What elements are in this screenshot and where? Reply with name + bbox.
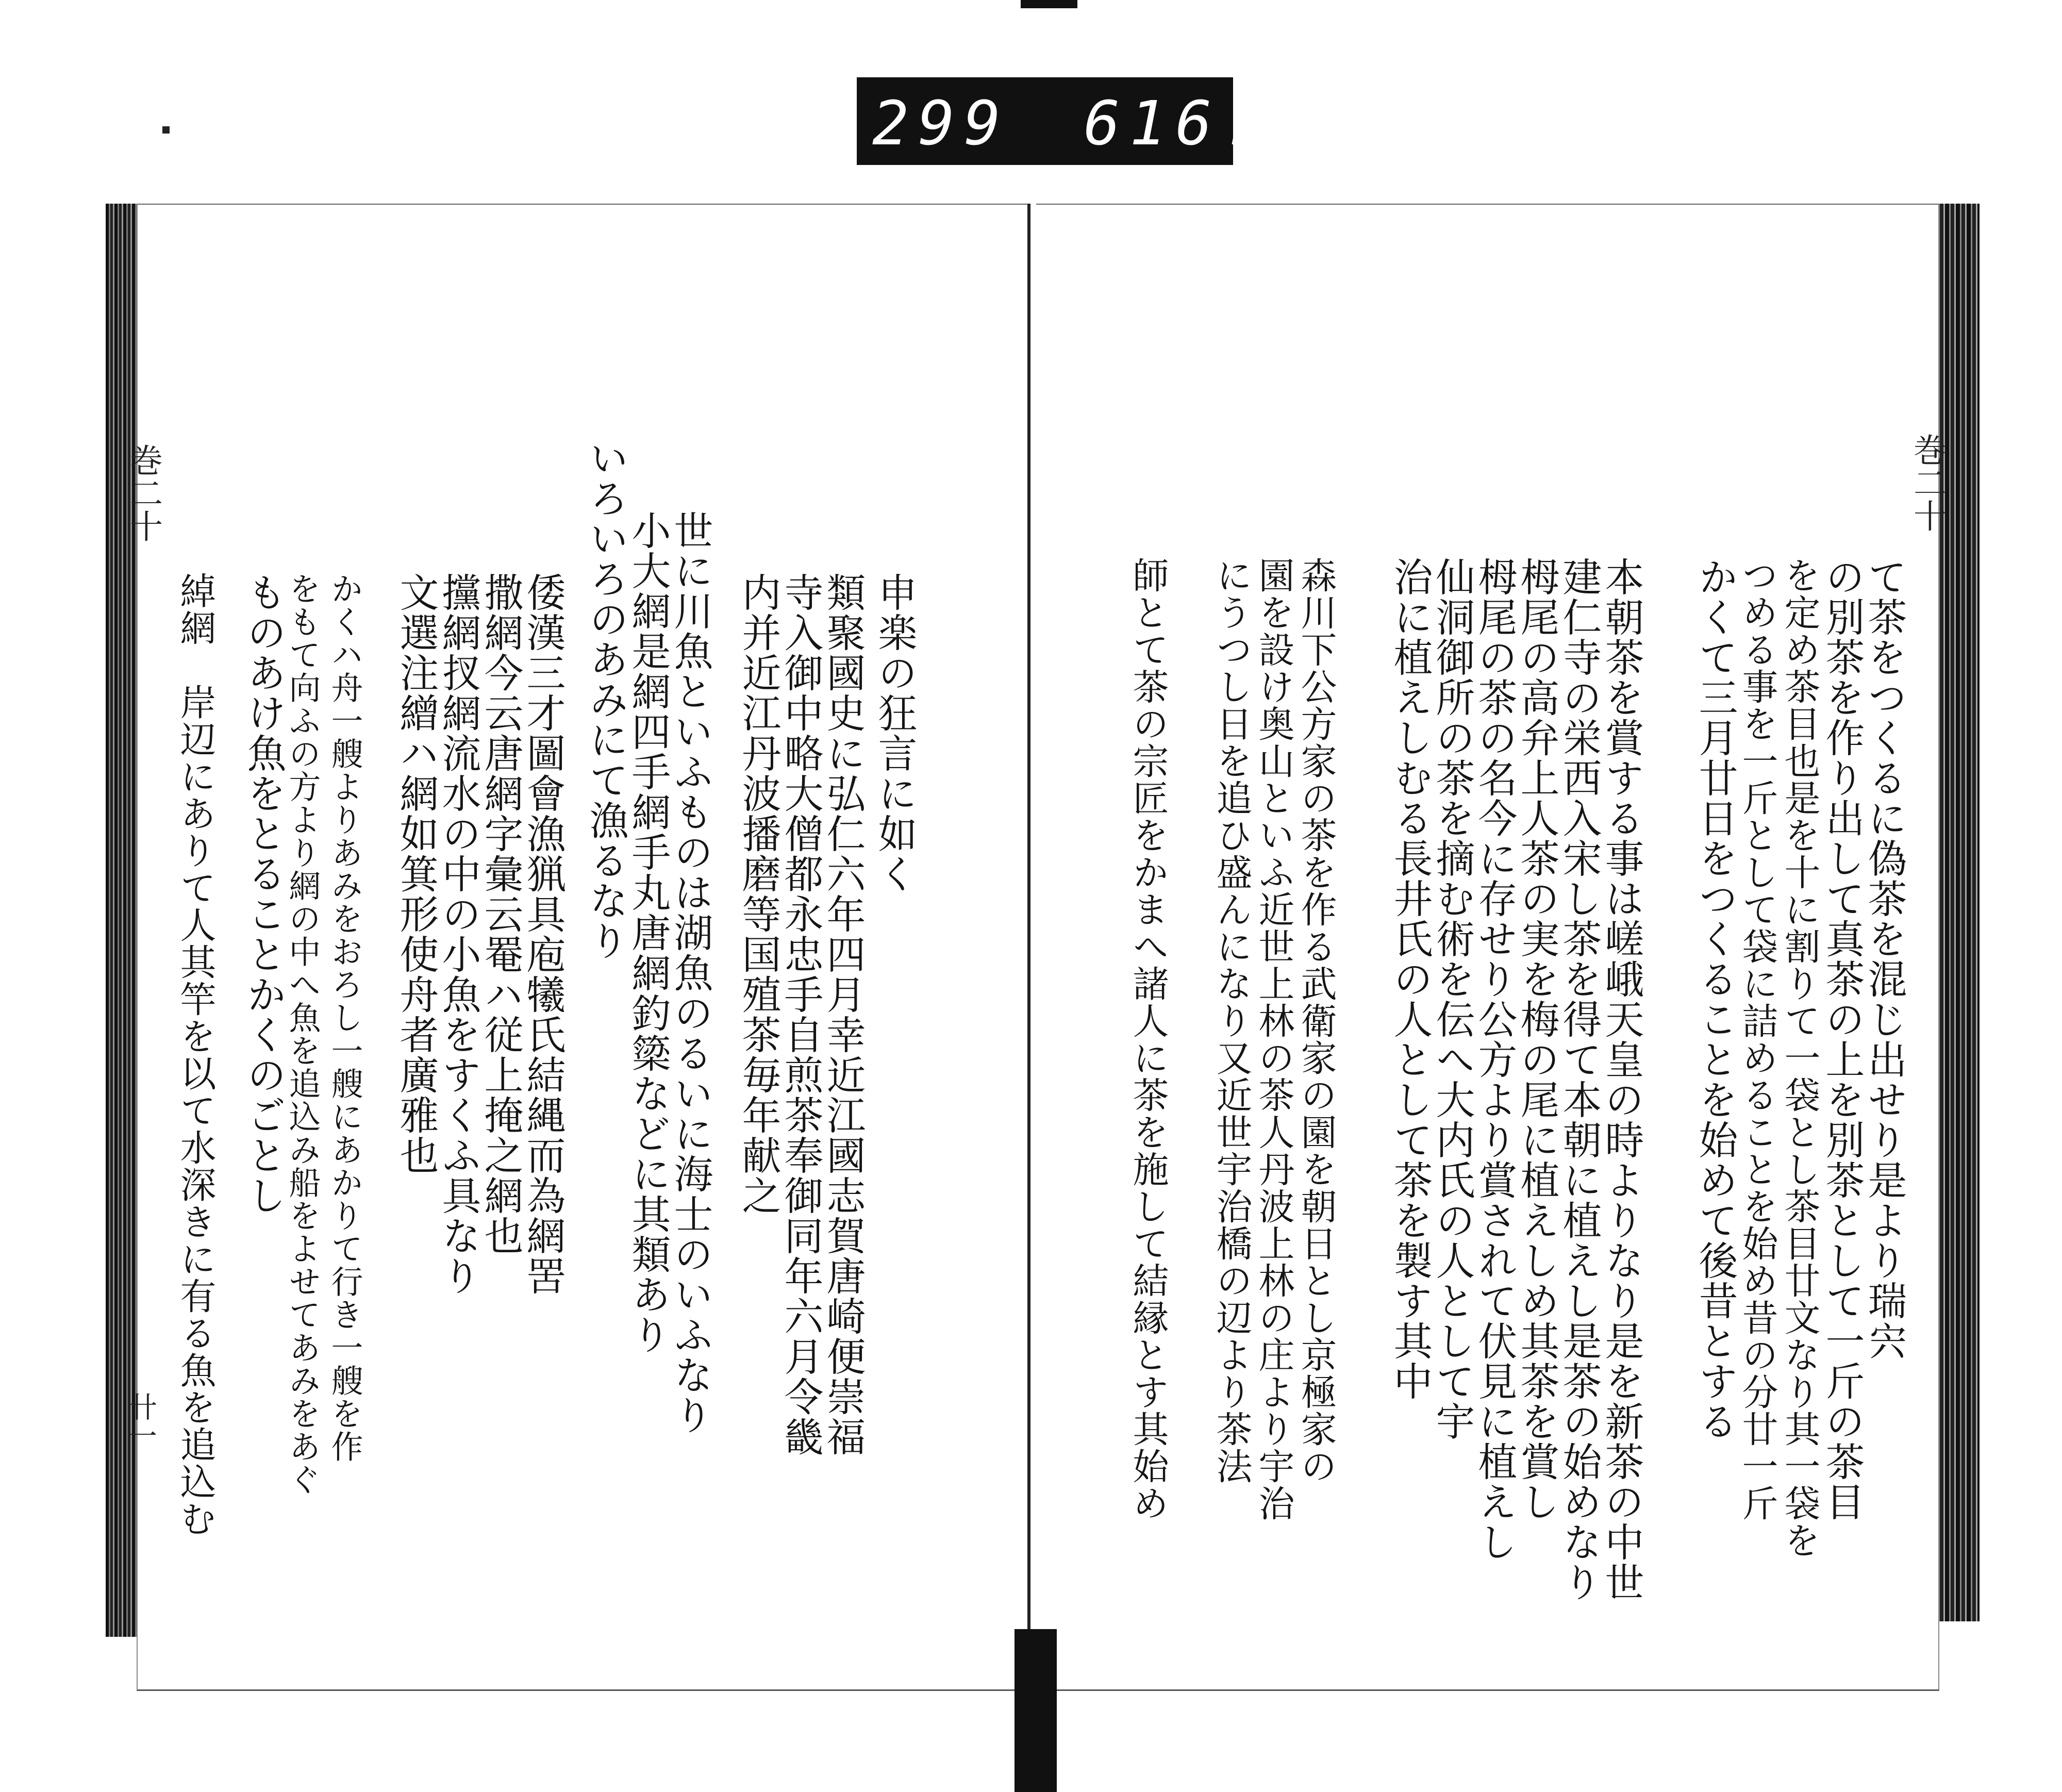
right-column-4: つめる事を一斤として袋に詰めることを始め昔の分廿一斤 <box>1736 557 1778 1522</box>
left-margin-title: 巻二十 <box>124 443 162 542</box>
left-column-2: 類聚國史に弘仁六年四月幸近江國志賀唐崎便崇福 <box>820 572 866 1457</box>
left-column-13: をもて向ふの方より網の中へ魚を追込み船をよせてあみをあぐ <box>284 572 321 1496</box>
book-spine <box>1027 204 1030 1688</box>
right-column-7: 建仁寺の栄西入宋し茶を得て本朝に植えし是茶の始めなり <box>1556 557 1602 1602</box>
frame-number: 616. <box>1084 88 1268 159</box>
left-column-14: ものあけ魚をとることかくのごとし <box>241 572 287 1216</box>
left-column-12: かくハ舟一艘よりあみをおろし一艘にあかりて行き一艘を作 <box>326 572 363 1463</box>
right-margin-title: 巻二十 <box>1908 433 1946 532</box>
binding-clip <box>1015 1629 1057 1792</box>
left-column-10: 攩網扠網流水の中の小魚をすくふ具なり <box>436 572 481 1296</box>
right-column-1: て茶をつくるに偽茶を混じ出せり是より瑞宍 <box>1861 557 1907 1361</box>
left-column-3: 寺入御中略大僧都永忠手自煎茶奉御同年六月令畿 <box>778 572 824 1457</box>
right-column-6: 本朝茶を賞する事は嵯峨天皇の時よりなり是を新茶の中世 <box>1599 557 1644 1602</box>
right-column-13: 園を設け奥山といふ近世上林の茶人丹波上林の庄より宇治 <box>1253 557 1295 1522</box>
right-column-10: 仙洞御所の茶を摘む術を伝へ大内氏の人として宇 <box>1429 557 1475 1441</box>
left-margin-folio: 卄一 <box>124 1392 157 1450</box>
right-column-11: 治に植えしむる長井氏の人として茶を製す其中 <box>1387 557 1433 1401</box>
left-column-11: 文選注繒ハ網如箕形使舟者廣雅也 <box>393 572 439 1175</box>
right-column-9: 栂尾の茶の名今に存せり公方より賞されて伏見に植えし <box>1472 557 1518 1562</box>
left-column-1: 申楽の狂言に如く <box>872 572 918 894</box>
left-column-8: 倭漢三才圖會漁猟具庖犧氏結縄而為網罟 <box>520 572 566 1296</box>
right-column-3: を定め茶目也是を十に割りて一袋とし茶目廿文なり其一袋を <box>1778 557 1821 1559</box>
dust-speck <box>162 126 170 134</box>
reel-number: 299 <box>872 88 1010 159</box>
right-column-15: 師とて茶の宗匠をかまへ諸人に茶を施して結縁とす其始め <box>1127 557 1169 1522</box>
left-column-6: 小大網是網四手網手丸唐網釣簗などに其類あり <box>625 510 671 1355</box>
left-column-15: 綽網 岸辺にありて人其竿を以て水深きに有る魚を追込む <box>174 572 217 1537</box>
left-column-9: 撒網今云唐網字彙云罨ハ従上掩之網也 <box>478 572 524 1256</box>
right-column-5: かくて三月廿日をつくることを始めて後昔とする <box>1692 557 1738 1441</box>
right-column-14: にうつし日を追ひ盛んになり又近世宇治橋の辺より茶法 <box>1210 557 1253 1485</box>
film-frame-label <box>857 77 1268 165</box>
right-column-2: の別茶を作り出して真茶の上を別茶として一斤の茶目 <box>1819 557 1865 1522</box>
left-column-5: 世に川魚といふものは湖魚のるいに海士のいふなり <box>668 510 713 1435</box>
right-column-8: 栂尾の高弁上人茶の実を梅の尾に植えしめ其茶を賞し <box>1514 557 1560 1522</box>
left-column-7: いろいろのあみにて漁るなり <box>583 438 629 961</box>
right-column-12: 森川下公方家の茶を作る武衛家の園を朝日とし京極家の <box>1295 557 1337 1485</box>
top-film-mark <box>1021 0 1077 8</box>
left-column-4: 内并近江丹波播磨等国殖茶毎年献之 <box>736 572 781 1216</box>
